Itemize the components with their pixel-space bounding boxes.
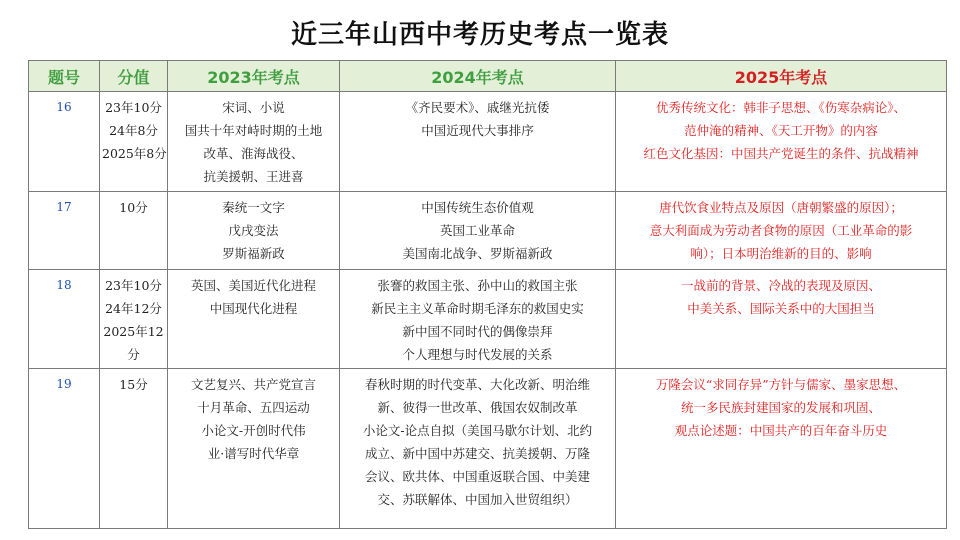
points-2023-cell bbox=[168, 92, 340, 192]
points-2025-line: 万隆会议“求同存异”方针与儒家、墨家思想、 bbox=[655, 377, 907, 392]
points-2024-line: 春秋时期的时代变革、大化改新、明治维 bbox=[364, 377, 590, 392]
score-line: 23年10分 bbox=[105, 100, 162, 115]
points-2025-cell bbox=[616, 270, 947, 369]
points-2024-line: 张謇的救国主张、孙中山的救国主张 bbox=[377, 278, 578, 293]
question-number: 19 bbox=[56, 377, 72, 391]
points-2025-line: 观点论述题：中国共产的百年奋斗历史 bbox=[674, 423, 888, 438]
points-2024-cell bbox=[340, 192, 616, 270]
points-2023-line: 十月革命、五四运动 bbox=[197, 400, 310, 415]
score-line: 24年8分 bbox=[109, 123, 158, 138]
points-2023-cell bbox=[168, 192, 340, 270]
points-2024-line: 会议、欧共体、中国重返联合国、中美建 bbox=[364, 469, 590, 484]
points-2025-cell bbox=[616, 92, 947, 192]
score-line: 10分 bbox=[119, 200, 148, 215]
points-2025-line: 响）；日本明治维新的目的、影响 bbox=[690, 246, 872, 261]
score-line: 2025年8分 bbox=[102, 146, 167, 161]
points-2023-line: 抗美援朝、王进喜 bbox=[203, 169, 304, 184]
header-score: 分值 bbox=[100, 61, 168, 92]
points-2023-line: 文艺复兴、共产党宣言 bbox=[190, 377, 316, 392]
points-2024-line: 个人理想与时代发展的关系 bbox=[402, 347, 553, 362]
points-2024-line: 中国近现代大事排序 bbox=[421, 123, 534, 138]
points-2025-line: 优秀传统文化：韩非子思想、《伤寒杂病论》、 bbox=[655, 100, 906, 115]
question-number-cell bbox=[29, 369, 100, 529]
exam-points-table bbox=[28, 60, 947, 529]
page-title: 近三年山西中考历史考点一览表 bbox=[290, 20, 669, 50]
points-2023-cell bbox=[168, 270, 340, 369]
points-2025-cell bbox=[616, 192, 947, 270]
score-cell bbox=[100, 192, 168, 270]
points-2024-line: 《齐民要术》、戚继光抗倭 bbox=[405, 100, 550, 115]
points-2023-line: 中国现代化进程 bbox=[209, 301, 298, 316]
points-2025-line: 范仲淹的精神、《天工开物》的内容 bbox=[684, 123, 878, 138]
question-number-cell bbox=[29, 270, 100, 369]
table-body bbox=[29, 92, 947, 529]
score-line: 分 bbox=[127, 347, 140, 362]
points-2024-line: 中国传统生态价值观 bbox=[421, 200, 534, 215]
points-2023-line: 罗斯福新政 bbox=[222, 246, 285, 261]
question-number-cell bbox=[29, 192, 100, 270]
points-2023-line: 小论文-开创时代伟 bbox=[201, 423, 306, 438]
header-2025-points: 2025年考点 bbox=[616, 61, 947, 92]
points-2023-line: 宋词、小说 bbox=[222, 100, 285, 115]
points-2024-line: 新民主主义革命时期毛泽东的救国史实 bbox=[371, 301, 584, 316]
points-2025-line: 唐代饮食业特点及原因（唐朝繁盛的原因）； bbox=[659, 200, 903, 215]
header-2023-points: 2023年考点 bbox=[168, 61, 340, 92]
points-2024-line: 交、苏联解体、中国加入世贸组织） bbox=[377, 492, 578, 507]
score-cell bbox=[100, 92, 168, 192]
points-2024-line: 美国南北战争、罗斯福新政 bbox=[402, 246, 553, 261]
points-2025-line: 一战前的背景、冷战的表现及原因、 bbox=[680, 278, 881, 293]
score-line: 24年12分 bbox=[105, 301, 162, 316]
points-2025-line: 意大利面成为劳动者食物的原因（工业革命的影 bbox=[649, 223, 913, 238]
score-line: 23年10分 bbox=[105, 278, 162, 293]
table-row bbox=[29, 92, 947, 192]
points-2025-line: 统一多民族封建国家的发展和巩固、 bbox=[680, 400, 881, 415]
points-2023-cell bbox=[168, 369, 340, 529]
points-2023-line: 国共十年对峙时期的土地 bbox=[184, 123, 323, 138]
score-line: 15分 bbox=[119, 377, 148, 392]
points-2023-line: 戊戌变法 bbox=[228, 223, 279, 238]
points-2024-line: 新、彼得一世改革、俄国农奴制改革 bbox=[377, 400, 578, 415]
points-2024-line: 新中国不同时代的偶像崇拜 bbox=[402, 324, 553, 339]
points-2024-cell bbox=[340, 270, 616, 369]
table-row bbox=[29, 192, 947, 270]
header-2024-points: 2024年考点 bbox=[340, 61, 616, 92]
question-number: 16 bbox=[56, 100, 72, 114]
points-2024-cell bbox=[340, 369, 616, 529]
score-line: 2025年12 bbox=[103, 324, 164, 339]
header-row bbox=[29, 61, 947, 92]
points-2024-line: 小论文-论点自拟（美国马歇尔计划、北约 bbox=[362, 423, 593, 438]
question-number-cell bbox=[29, 92, 100, 192]
question-number: 17 bbox=[56, 200, 72, 214]
points-2023-line: 秦统一文字 bbox=[222, 200, 285, 215]
points-2024-line: 英国工业革命 bbox=[439, 223, 515, 238]
table-row bbox=[29, 369, 947, 529]
points-2023-line: 改革、淮海战役、 bbox=[203, 146, 304, 161]
header-question-number: 题号 bbox=[29, 61, 100, 92]
points-2025-line: 红色文化基因：中国共产党诞生的条件、抗战精神 bbox=[643, 146, 919, 161]
points-2024-cell bbox=[340, 92, 616, 192]
points-2025-cell bbox=[616, 369, 947, 529]
question-number: 18 bbox=[56, 278, 72, 292]
score-cell bbox=[100, 270, 168, 369]
points-2023-line: 业·谱写时代华章 bbox=[207, 446, 300, 461]
score-cell bbox=[100, 369, 168, 529]
points-2024-line: 成立、新中国中苏建交、抗美援朝、万隆 bbox=[364, 446, 590, 461]
table-row bbox=[29, 270, 947, 369]
points-2023-line: 英国、美国近代化进程 bbox=[190, 278, 316, 293]
points-2025-line: 中美关系、国际关系中的大国担当 bbox=[687, 301, 875, 316]
